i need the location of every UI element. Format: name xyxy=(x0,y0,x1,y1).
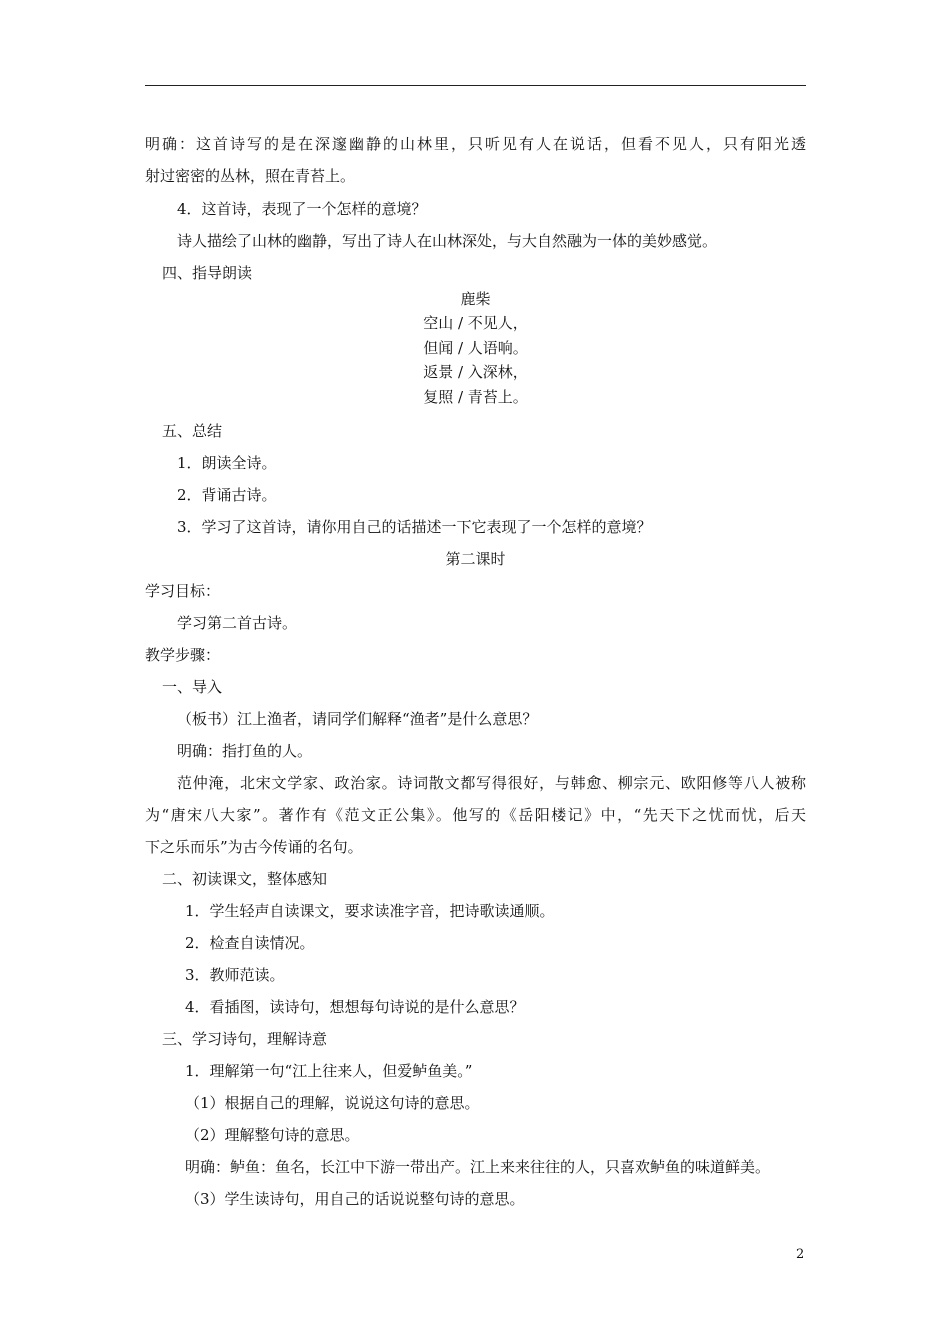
poem-title: 鹿柴 xyxy=(460,290,491,308)
poem-line: 但闻 / 人语响。 xyxy=(423,339,528,357)
text-line: 4．这首诗，表现了一个怎样的意境？ xyxy=(177,200,427,218)
poem-line: 复照 / 青苔上。 xyxy=(423,388,528,406)
page-number: 2 xyxy=(796,1247,805,1262)
text-line: 范仲淹，北宋文学家、政治家。诗词散文都写得很好，与韩愈、柳宗元、欧阳修等八人被称 xyxy=(177,774,806,792)
section-heading: 一、导入 xyxy=(162,678,223,696)
header-rule xyxy=(145,85,806,86)
text-line: 下之乐而乐”为古今传诵的名句。 xyxy=(145,838,363,856)
text-line: （1）根据自己的理解，说说这句诗的意思。 xyxy=(185,1094,480,1112)
text-line: 明确：指打鱼的人。 xyxy=(177,742,313,760)
section-heading: 四、指导朗读 xyxy=(162,264,253,282)
text-line: （2）理解整句诗的意思。 xyxy=(185,1126,360,1144)
text-line: 明确：鲈鱼：鱼名，长江中下游一带出产。江上来来往往的人，只喜欢鲈鱼的味道鲜美。 xyxy=(185,1158,771,1176)
section-heading: 二、初读课文，整体感知 xyxy=(162,870,328,888)
text-line: 诗人描绘了山林的幽静，写出了诗人在山林深处，与大自然融为一体的美妙感觉。 xyxy=(177,232,718,250)
text-line: 明确：这首诗写的是在深邃幽静的山林里，只听见有人在说话，但看不见人，只有阳光透 xyxy=(145,135,806,153)
text-line: 2．背诵古诗。 xyxy=(177,486,277,504)
text-line: 为“唐宋八大家”。著作有《范文正公集》。他写的《岳阳楼记》中，“先天下之忧而忧，后天 xyxy=(145,806,806,824)
text-line: 射过密密的丛林，照在青苔上。 xyxy=(145,167,356,185)
text-line: 4．看插图，读诗句，想想每句诗说的是什么意思？ xyxy=(185,998,525,1016)
text-line: 1．朗读全诗。 xyxy=(177,454,277,472)
text-line: 学习目标： xyxy=(145,582,221,600)
text-line: 2．检查自读情况。 xyxy=(185,934,315,952)
text-line: 3．学习了这首诗，请你用自己的话描述一下它表现了一个怎样的意境？ xyxy=(177,518,652,536)
poem-line: 空山 / 不见人， xyxy=(423,314,528,332)
text-line: 1．学生轻声自读课文，要求读准字音，把诗歌读通顺。 xyxy=(185,902,555,920)
text-line: 教学步骤： xyxy=(145,646,221,664)
text-line: 1．理解第一句“江上往来人，但爱鲈鱼美。” xyxy=(185,1062,473,1080)
text-line: 3．教师范读。 xyxy=(185,966,285,984)
text-line: （3）学生读诗句，用自己的话说说整句诗的意思。 xyxy=(185,1190,525,1208)
poem-line: 返景 / 入深林， xyxy=(423,363,528,381)
text-line: （板书）江上渔者，请同学们解释“渔者”是什么意思？ xyxy=(177,710,538,728)
text-line: 学习第二首古诗。 xyxy=(177,614,298,632)
section-heading: 五、总结 xyxy=(162,422,223,440)
lesson-title: 第二课时 xyxy=(445,550,506,568)
section-heading: 三、学习诗句，理解诗意 xyxy=(162,1030,328,1048)
